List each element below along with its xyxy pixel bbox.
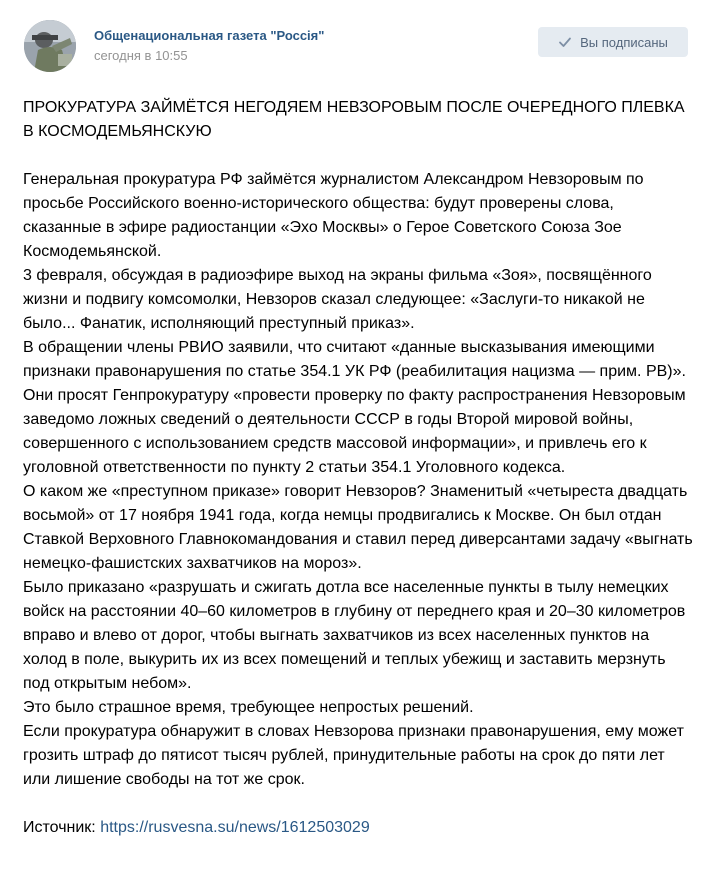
author-name[interactable]: Общенациональная газета "Россія" — [94, 28, 325, 43]
post-paragraph: Генеральная прокуратура РФ займётся журналистом Александром Невзоровым по просьбе Российского военно-исторического общества: будут проверены слова, сказанные в эфире радиостанции «Эхо Москвы» о Герое Советского Союза Зое Космодемьянской. — [23, 171, 644, 260]
source-label: Источник: — [23, 819, 101, 836]
post-date[interactable]: сегодня в 10:55 — [94, 48, 188, 63]
post-body — [23, 96, 695, 840]
post-paragraph: 3 февраля, обсуждая в радиоэфире выход на экраны фильма «Зоя», посвящённого жизни и подвигу комсомолки, Невзоров сказал следующее: «Заслуги-то никакой не было... Фанатик, исполняющий преступный приказ». — [23, 267, 652, 332]
post-header — [0, 0, 709, 80]
post-title: ПРОКУРАТУРА ЗАЙМЁТСЯ НЕГОДЯЕМ НЕВЗОРОВЫМ ПОСЛЕ ОЧЕРЕДНОГО ПЛЕВКА В КОСМОДЕМЬЯНСКУЮ — [23, 99, 685, 140]
post-paragraph: В обращении члены РВИО заявили, что считают «данные высказывания имеющими признаки правонарушения по статье 354.1 УК РФ (реабилитация нацизма — прим. РВ)». — [23, 339, 686, 380]
check-icon — [558, 35, 572, 49]
source-link[interactable]: https://rusvesna.su/news/1612503029 — [100, 819, 370, 836]
avatar[interactable] — [24, 20, 76, 72]
post-paragraph: Если прокуратура обнаружит в словах Невзорова признаки правонарушения, ему может грозить штраф до пятисот тысяч рублей, принудительные работы на срок до пяти лет или лишение свободы на тот же срок. — [23, 723, 684, 788]
subscribed-label: Вы подписаны — [580, 34, 668, 50]
post-paragraph: Было приказано «разрушать и сжигать дотла все населенные пункты в тылу немецких войск на расстоянии 40–60 километров в глубину от переднего края и 20–30 километров вправо и влево от дорог, чтобы выгнать захватчиков из всех населенных пунктов на холод в поле, выкурить их из всех помещений и теплых убежищ и заставить мерзнуть под открытым небом». — [23, 579, 686, 692]
post-paragraph: О каком же «преступном приказе» говорит Невзоров? Знаменитый «четыреста двадцать восьмой» от 17 ноября 1941 года, когда немцы продвигались к Москве. Он был отдан Ставкой Верховного Главнокомандования и ставил перед диверсантами задачу «выгнать немецко-фашистских захватчиков на мороз». — [23, 483, 693, 572]
avatar-image — [24, 20, 76, 72]
post-paragraph: Это было страшное время, требующее непростых решений. — [23, 699, 474, 716]
post-paragraph: Они просят Генпрокуратуру «провести проверку по факту распространения Невзоровым заведомо ложных сведений о деятельности СССР в годы Второй мировой войны, совершенного с использованием средств массовой информации», и привлечь его к уголовной ответственности по пункту 2 статьи 354.1 Уголовного кодекса. — [23, 387, 686, 476]
subscribed-button[interactable] — [538, 27, 688, 57]
source-line — [23, 816, 695, 840]
